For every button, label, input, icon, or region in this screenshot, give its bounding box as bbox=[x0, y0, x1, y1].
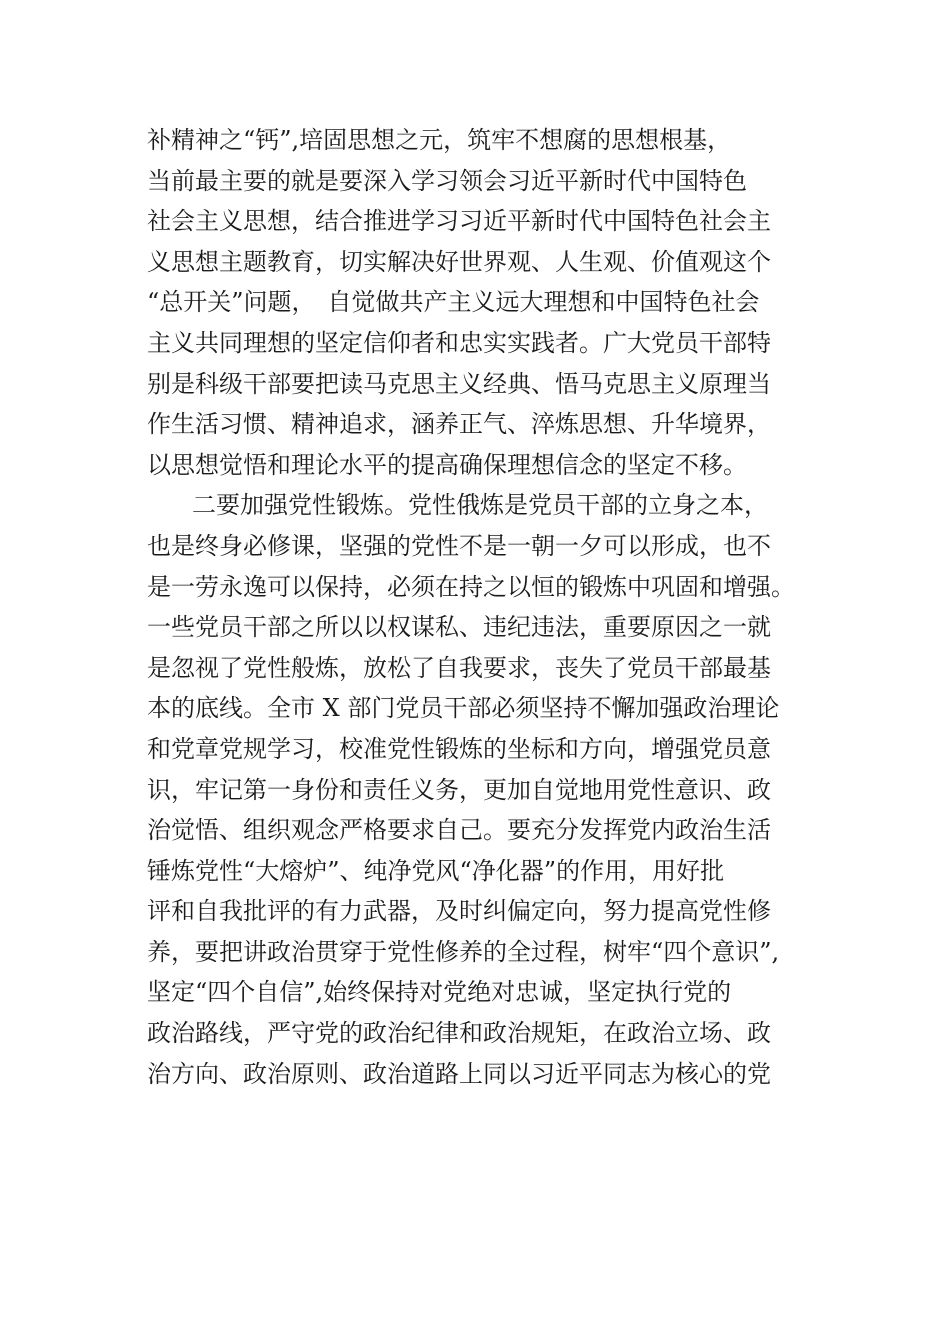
text-line: 锤炼党性“大熔炉”、纯净党风“净化器”的作用，用好批 bbox=[147, 856, 725, 885]
text-line: 主义共同理想的坚定信仰者和忠实实践者。广大党员干部特 bbox=[147, 328, 771, 357]
text-line: 是一劳永逸可以保持，必须在持之以恒的锻炼中巩固和增强。 bbox=[147, 572, 795, 601]
text-line: 本的底线。全市 X 部门党员干部必须坚持不懈加强政治理论 bbox=[147, 694, 780, 723]
text-line: 也是终身必修课，坚强的党性不是一朝一夕可以形成，也不 bbox=[147, 531, 771, 560]
text-line: 政治路线，严守党的政治纪律和政治规矩，在政治立场、政 bbox=[147, 1019, 771, 1048]
paragraph-first-line: 二要加强党性锻炼。党性俄炼是党员干部的立身之本， bbox=[192, 491, 768, 520]
text-line: 识，牢记第一身份和责任义务，更加自觉地用党性意识、政 bbox=[147, 775, 771, 804]
text-line: 坚定“四个自信”,始终保持对党绝对忠诚，坚定执行党的 bbox=[147, 978, 732, 1007]
text-line: 养，要把讲政治贯穿于党性修养的全过程，树牢“四个意识”, bbox=[147, 937, 780, 966]
text-line: “总开关”问题， 自觉做共产主义远大理想和中国特色社会 bbox=[147, 288, 760, 317]
text-line: 当前最主要的就是要深入学习领会习近平新时代中国特色 bbox=[147, 166, 747, 195]
text-line: 一些党员干部之所以以权谋私、违纪违法，重要原因之一就 bbox=[147, 613, 771, 642]
text-line: 作生活习惯、精神追求，涵养正气、淬炼思想、升华境界， bbox=[147, 410, 771, 439]
text-line: 以思想觉悟和理论水平的提高确保理想信念的坚定不移。 bbox=[147, 450, 747, 479]
text-line: 和党章党规学习，校准党性锻炼的坐标和方向，增强党员意 bbox=[147, 734, 771, 763]
body-text bbox=[147, 128, 817, 1102]
text-line: 治觉悟、组织观念严格要求自己。要充分发挥党内政治生活 bbox=[147, 816, 771, 845]
text-line: 义思想主题教育，切实解决好世界观、人生观、价值观这个 bbox=[147, 247, 771, 276]
text-line: 治方向、政治原则、政治道路上同以习近平同志为核心的党 bbox=[147, 1059, 771, 1088]
text-line: 社会主义思想，结合推进学习习近平新时代中国特色社会主 bbox=[147, 207, 771, 236]
text-line: 评和自我批评的有力武器，及时纠偏定向，努力提高党性修 bbox=[147, 897, 771, 926]
text-line: 是忽视了党性般炼，放松了自我要求，丧失了党员干部最基 bbox=[147, 653, 771, 682]
text-line: 别是科级干部要把读马克思主义经典、悟马克思主义原理当 bbox=[147, 369, 771, 398]
text-line: 补精神之“钙”,培固思想之元，筑牢不想腐的思想根基， bbox=[147, 126, 732, 154]
